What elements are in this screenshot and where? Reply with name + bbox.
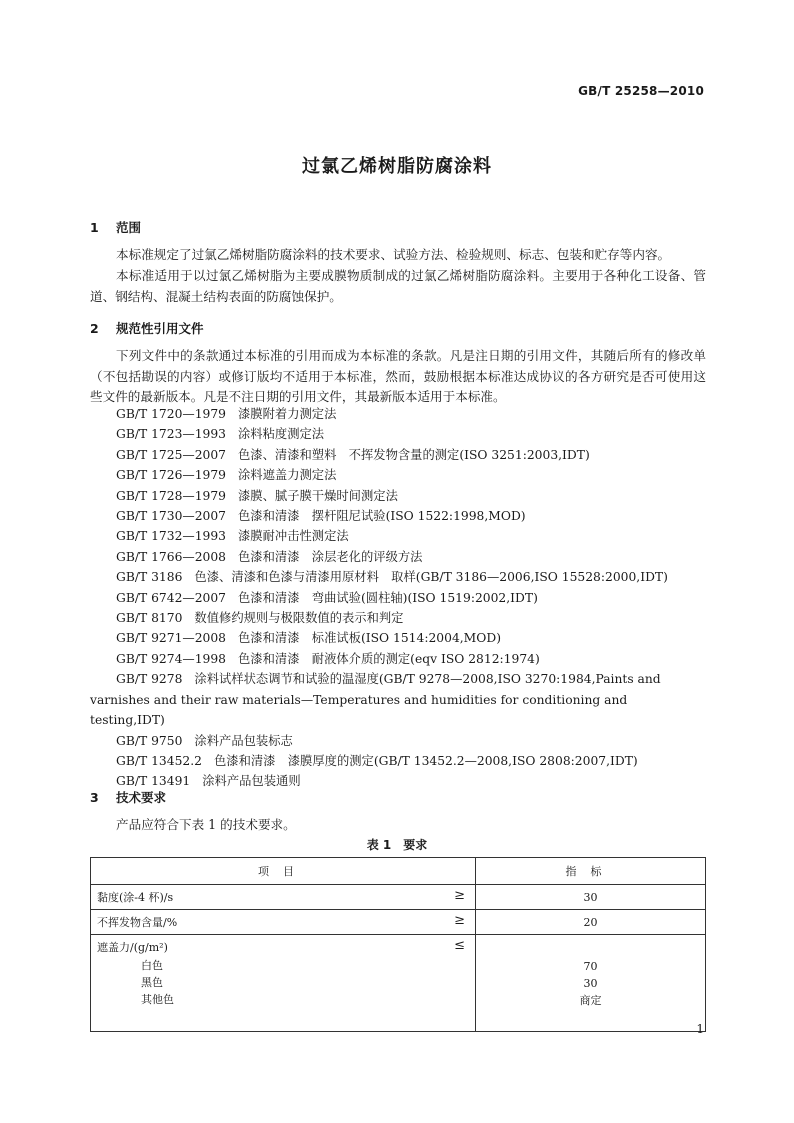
reference-title: 色漆和清漆 涂层老化的评级方法 <box>238 549 423 564</box>
comparison-symbol: ≥ <box>454 913 465 928</box>
reference-title: 色漆和清漆 摆杆阻尼试验(ISO 1522:1998,MOD) <box>238 509 526 524</box>
reference-title: 涂料试样状态调节和试验的温湿度(GB/T 9278—2008,ISO 3270:1984,Paints and <box>194 672 661 687</box>
requirement-value <box>476 935 706 1032</box>
reference-code: GB/T 1725—2007 <box>116 447 226 462</box>
section-number: 3 <box>90 790 99 805</box>
reference-item <box>90 751 706 771</box>
reference-code: GB/T 1732—1993 <box>116 529 226 544</box>
reference-item <box>90 771 706 791</box>
comparison-symbol: ≤ <box>454 938 465 953</box>
page-number: 1 <box>696 1022 704 1036</box>
reference-title: 涂料产品包装通则 <box>202 774 301 789</box>
sub-item-value: 70 <box>583 960 598 973</box>
section-1-heading <box>90 218 141 236</box>
reference-item <box>90 445 706 465</box>
column-header-item: 项目 <box>91 858 476 885</box>
reference-code: GB/T 1723—1993 <box>116 427 226 442</box>
reference-title: 色漆、清漆和塑料 不挥发物含量的测定(ISO 3251:2003,IDT) <box>238 447 590 462</box>
section-title: 范围 <box>116 220 142 235</box>
reference-item <box>90 486 706 506</box>
reference-item <box>90 465 706 485</box>
requirement-label: 不挥发物含量/% <box>97 916 178 929</box>
standard-number: GB/T 25258—2010 <box>578 84 704 98</box>
table-row <box>91 885 706 910</box>
requirement-label: 黏度(涂-4 杯)/s <box>97 891 174 904</box>
reference-code: GB/T 9271—2008 <box>116 631 226 646</box>
reference-code: GB/T 1720—1979 <box>116 407 226 421</box>
reference-item <box>90 547 706 567</box>
reference-title: 涂料遮盖力测定法 <box>238 468 337 483</box>
reference-code: GB/T 1728—1979 <box>116 488 226 503</box>
section-1-paragraph-1: 本标准规定了过氯乙烯树脂防腐涂料的技术要求、试验方法、检验规则、标志、包装和贮存等内容。 <box>116 247 671 262</box>
comparison-symbol: ≥ <box>454 888 465 903</box>
sub-item-label: 其他色 <box>141 993 174 1006</box>
normative-references-list <box>90 404 706 792</box>
requirement-value: 30 <box>476 885 706 910</box>
table-row <box>91 935 706 1032</box>
reference-item <box>90 424 706 444</box>
reference-title: 涂料产品包装标志 <box>194 733 293 748</box>
reference-title: 数值修约规则与极限数值的表示和判定 <box>194 611 404 626</box>
value-spacer <box>482 939 699 956</box>
section-title: 技术要求 <box>116 790 167 805</box>
reference-item <box>90 608 706 628</box>
reference-code: GB/T 3186 <box>116 570 183 585</box>
reference-title: 漆膜附着力测定法 <box>238 407 337 421</box>
reference-title: 漆膜耐冲击性测定法 <box>238 529 349 544</box>
reference-item <box>90 567 706 587</box>
reference-title: 色漆和清漆 弯曲试验(圆柱轴)(ISO 1519:2002,IDT) <box>238 590 538 605</box>
reference-item <box>90 628 706 648</box>
section-title: 规范性引用文件 <box>116 321 204 336</box>
reference-code: GB/T 9274—1998 <box>116 651 226 666</box>
reference-item <box>90 669 706 730</box>
section-number: 2 <box>90 321 99 336</box>
reference-title: 漆膜、腻子膜干燥时间测定法 <box>238 488 398 503</box>
requirements-table <box>90 857 706 1032</box>
reference-code: GB/T 1726—1979 <box>116 468 226 483</box>
sub-item-value: 30 <box>583 977 598 990</box>
reference-title: 色漆和清漆 耐液体介质的测定(eqv ISO 2812:1974) <box>238 651 540 666</box>
section-3-intro: 产品应符合下表 1 的技术要求。 <box>116 817 296 832</box>
section-2-heading <box>90 319 204 337</box>
table-caption: 表 1 要求 <box>366 838 428 852</box>
reference-code: GB/T 9278 <box>116 672 183 687</box>
requirement-item <box>91 935 476 1032</box>
reference-item <box>90 588 706 608</box>
reference-code: GB/T 13452.2 <box>116 753 202 768</box>
table-row <box>91 910 706 935</box>
reference-code: GB/T 1766—2008 <box>116 549 226 564</box>
reference-item <box>90 731 706 751</box>
reference-title: 色漆和清漆 漆膜厚度的测定(GB/T 13452.2—2008,ISO 2808:2007,IDT) <box>213 753 638 768</box>
document-title: 过氯乙烯树脂防腐涂料 <box>302 156 492 177</box>
reference-code: GB/T 9750 <box>116 733 183 748</box>
reference-code: GB/T 13491 <box>116 774 191 789</box>
requirement-item <box>91 910 476 935</box>
reference-code: GB/T 6742—2007 <box>116 590 226 605</box>
reference-title: 色漆、清漆和色漆与清漆用原材料 取样(GB/T 3186—2006,ISO 15528:2000,IDT) <box>194 570 668 585</box>
sub-item-value: 商定 <box>579 994 602 1007</box>
reference-title-continuation: varnishes and their raw materials—Temperatures and humidities for conditioning and testing,IDT) <box>90 692 628 728</box>
table-header-row <box>91 858 706 885</box>
reference-code: GB/T 8170 <box>116 611 183 626</box>
reference-item <box>90 506 706 526</box>
reference-code: GB/T 1730—2007 <box>116 509 226 524</box>
section-1-paragraph-2: 本标准适用于以过氯乙烯树脂为主要成膜物质制成的过氯乙烯树脂防腐涂料。主要用于各种化工设备、管道、钢结构、混凝土结构表面的防腐蚀保护。 <box>90 268 706 304</box>
reference-item <box>90 649 706 669</box>
requirement-item <box>91 885 476 910</box>
reference-item <box>90 404 706 424</box>
requirement-value: 20 <box>476 910 706 935</box>
requirement-label: 遮盖力/(g/m²) <box>97 941 168 954</box>
sub-item-label: 黑色 <box>141 976 163 989</box>
section-3-heading <box>90 788 166 806</box>
reference-title: 色漆和清漆 标准试板(ISO 1514:2004,MOD) <box>238 631 502 646</box>
section-number: 1 <box>90 220 99 235</box>
reference-item <box>90 526 706 546</box>
reference-title: 涂料粘度测定法 <box>238 427 325 442</box>
column-header-value: 指标 <box>476 858 706 885</box>
section-2-intro: 下列文件中的条款通过本标准的引用而成为本标准的条款。凡是注日期的引用文件，其随后所有的修改单（不包括勘误的内容）或修订版均不适用于本标准，然而，鼓励根据本标准达成协议的各方研究是否可使用这些文件的最新版本。凡是不注日期的引用文件，其最新版本适用于本标准。 <box>90 348 706 404</box>
sub-item-label: 白色 <box>141 959 163 972</box>
